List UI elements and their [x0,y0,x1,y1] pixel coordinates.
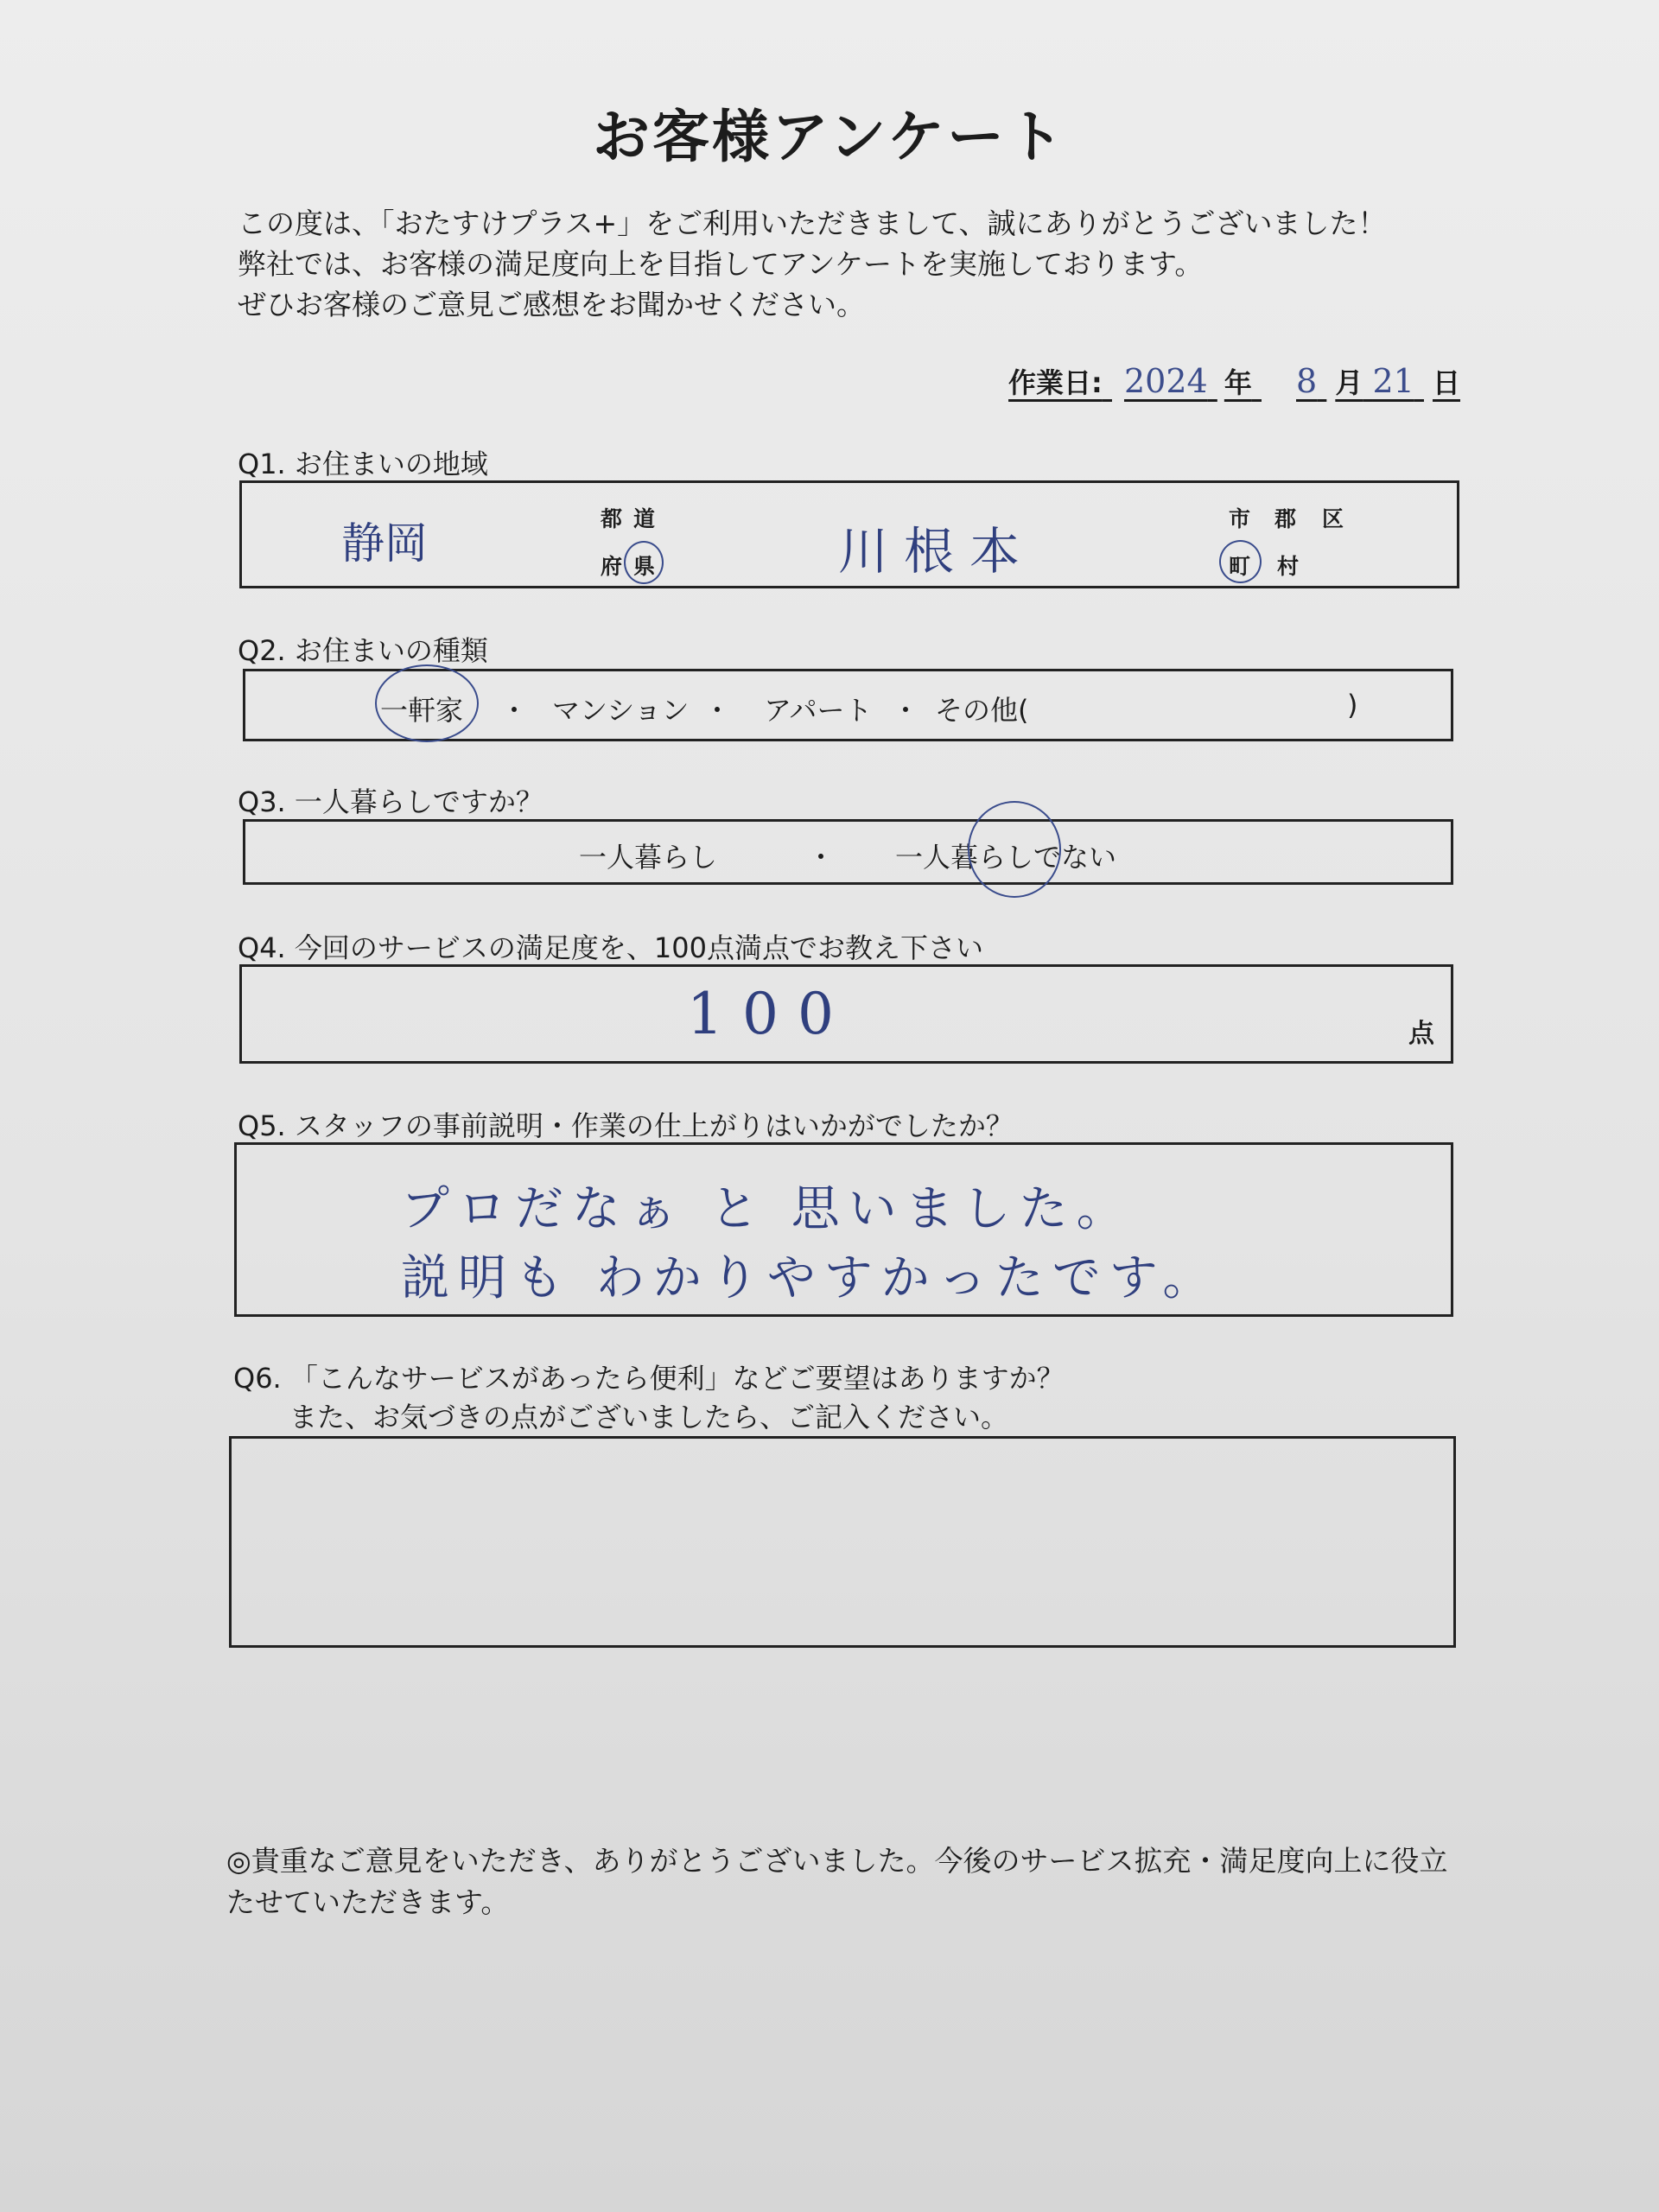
intro-line: 弊社では、お客様の満足度向上を目指してアンケートを実施しております。 [238,247,1204,281]
footer-message: ◎貴重なご意見をいただき、ありがとうございました。今後のサービス拡充・満足度向上に役立たせていただきます。 [226,1844,1448,1919]
intro-text [238,203,1387,325]
q1-prefecture-answer: 静岡 [341,518,428,569]
month-unit: 月 [1335,366,1363,399]
city-selection-circle [1219,540,1262,583]
city-option-ku[interactable]: 区 [1322,506,1344,531]
city-option-gun[interactable]: 郡 [1274,506,1297,531]
q3-separator: ・ [807,841,836,874]
q6-sub-label: また、お気づきの点がございましたら、ご記入ください。 [289,1401,1009,1433]
city-option-son[interactable]: 村 [1277,554,1300,579]
q3-options-box [243,819,1453,885]
city-option-shi[interactable]: 市 [1229,506,1251,531]
q2-option-other[interactable]: その他( [935,694,1029,727]
q5-answer-line: 説明も わかりやすかったです。 [401,1250,1220,1306]
pref-option-ken[interactable]: 県 [633,554,656,579]
q4-score-answer: 100 [687,981,853,1047]
intro-line: ぜひお客様のご意見ご感想をお聞かせください。 [238,288,865,321]
work-date [1008,361,1460,401]
q3-option-alone[interactable]: 一人暮らし [579,841,718,874]
q5-label: Q5. スタッフの事前説明・作業の仕上がりはいかがでしたか？ [238,1109,1014,1142]
q1-label: Q1. お住まいの地域 [238,448,488,480]
year-unit: 年 [1224,366,1252,399]
q4-unit: 点 [1408,1019,1434,1049]
page-title: お客様アンケート [592,104,1067,170]
work-date-day[interactable]: 21 [1372,362,1414,400]
q4-score-box[interactable] [239,964,1453,1064]
q2-selection-circle [375,664,479,742]
q3-label: Q3. 一人暮らしですか？ [238,785,543,818]
work-date-year[interactable]: 2024 [1123,362,1208,400]
pref-option-do[interactable]: 道 [633,506,656,531]
day-unit: 日 [1432,366,1460,399]
pref-option-fu[interactable]: 府 [601,554,623,579]
q2-separator: ・ [703,694,732,727]
work-date-label: 作業日: [1008,366,1103,399]
q2-option-apartment[interactable]: アパート [764,694,873,727]
pref-option-to[interactable]: 都 [601,506,623,531]
q5-answer-box[interactable] [234,1142,1453,1317]
q2-option-house[interactable]: 一軒家 [380,694,464,727]
q1-answer-box[interactable] [239,480,1459,588]
q2-other-close: ) [1347,689,1358,721]
q2-options-box [243,669,1453,741]
q3-selection-circle [968,801,1061,898]
q2-option-mansion[interactable]: マンション [552,694,690,727]
intro-line: この度は、「おたすけプラス+」をご利用いただきまして、誠にありがとうございました！ [238,207,1387,240]
q2-separator: ・ [892,694,920,727]
q6-answer-box[interactable] [229,1436,1456,1648]
pref-selection-circle [624,541,664,584]
q2-separator: ・ [500,694,529,727]
city-option-cho[interactable]: 町 [1229,554,1251,579]
work-date-month[interactable]: 8 [1296,362,1318,400]
q6-label: Q6. 「こんなサービスがあったら便利」などご要望はありますか？ [233,1362,1065,1395]
q5-answer-line: プロだなぁ と 思いました。 [401,1181,1134,1237]
q4-label: Q4. 今回のサービスの満足度を、100点満点でお教え下さい [238,931,983,964]
q3-option-not-alone[interactable]: 一人暮らしでない [895,841,1117,874]
q2-label: Q2. お住まいの種類 [238,634,488,667]
q1-city-answer: 川根本 [838,522,1036,581]
